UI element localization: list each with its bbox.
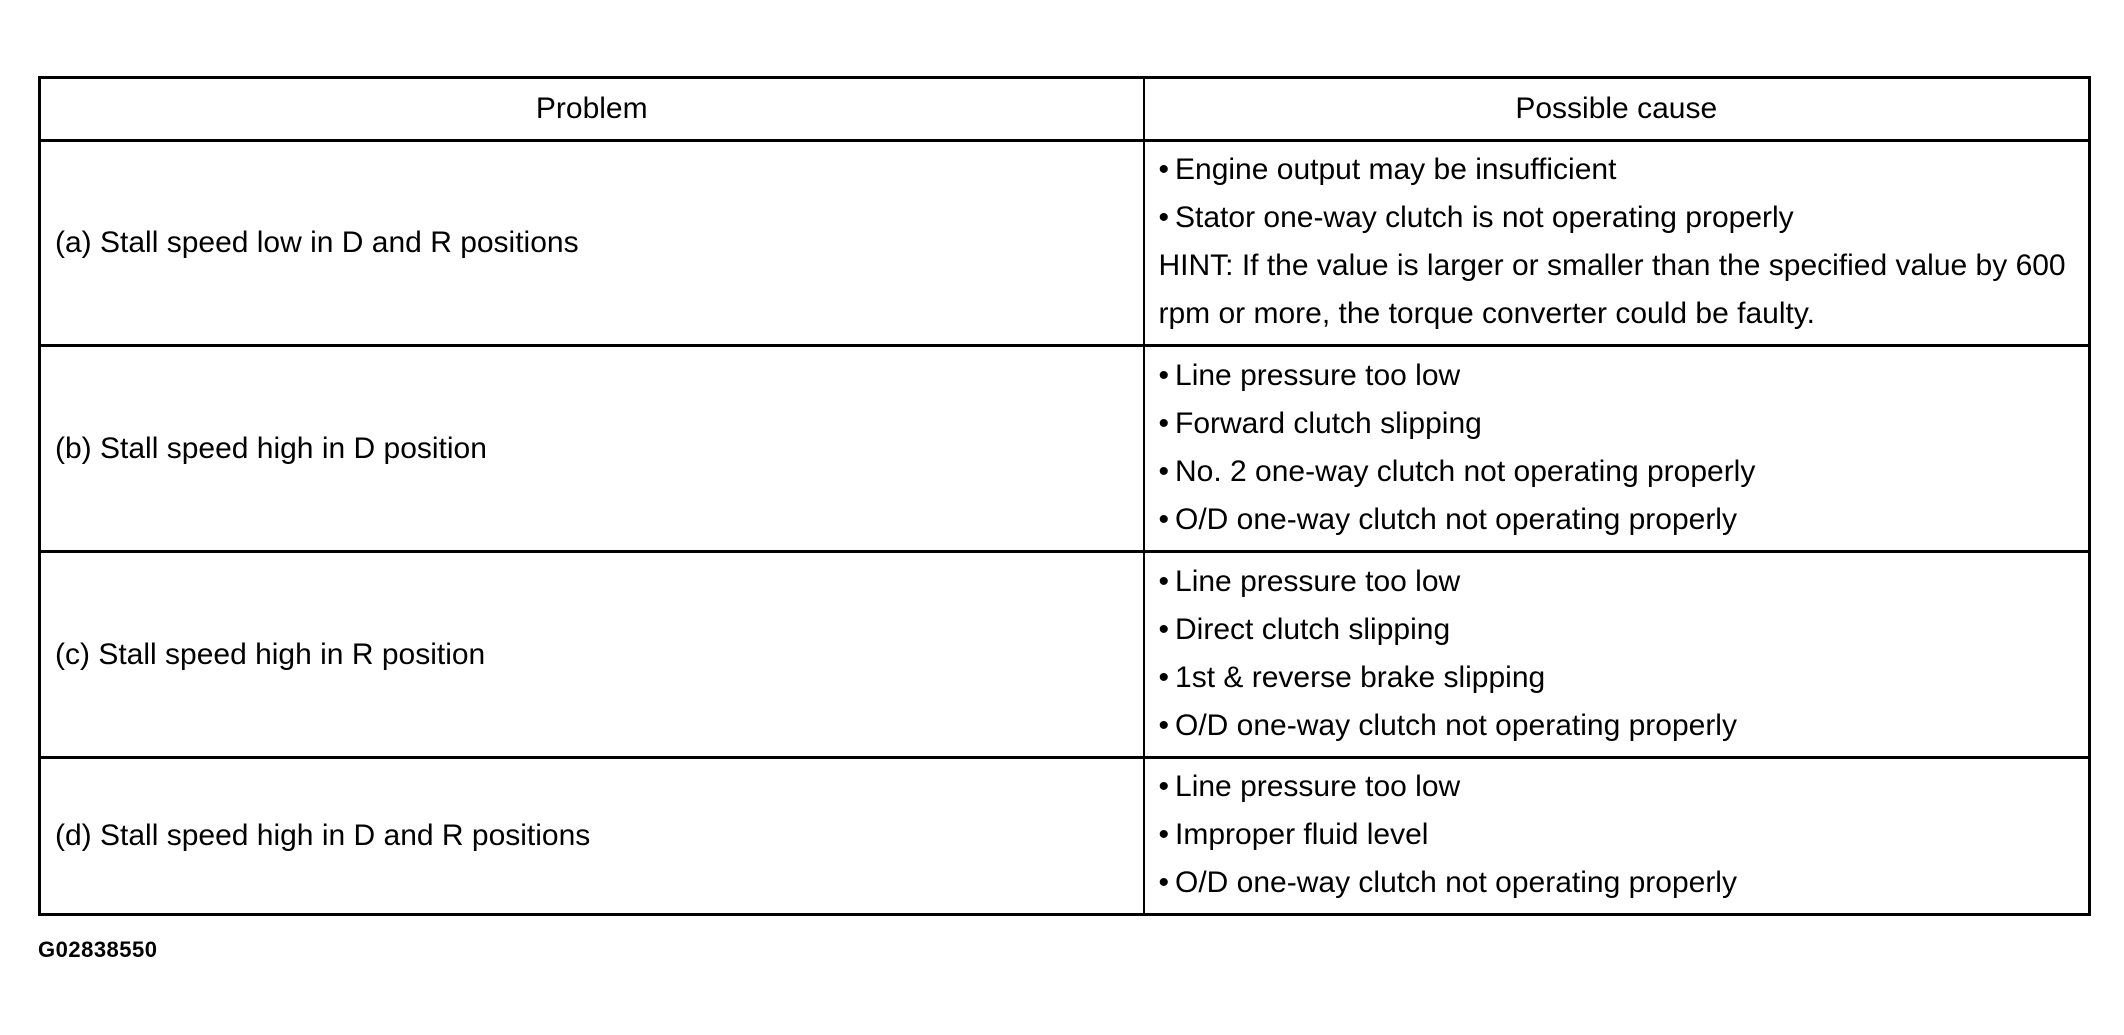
header-problem: Problem [40, 78, 1144, 141]
cause-item: • O/D one-way clutch not operating properly [1158, 866, 1737, 899]
bullet-icon: • [1158, 660, 1170, 694]
bullet-icon: • [1158, 818, 1170, 851]
cause-item: • Direct clutch slipping [1158, 612, 1451, 646]
table-row [40, 552, 2090, 758]
cause-item: • No. 2 one-way clutch not operating properly [1158, 454, 1756, 488]
table-row [40, 141, 2090, 346]
problem-cell: (a) Stall speed low in D and R positions [40, 141, 1144, 346]
cause-item: • 1st & reverse brake slipping [1158, 660, 1546, 694]
cause-item: • O/D one-way clutch not operating properly [1158, 502, 1737, 536]
cause-item: • Engine output may be insufficient [1158, 153, 1617, 186]
bullet-icon: • [1158, 201, 1170, 234]
bullet-icon: • [1158, 612, 1170, 646]
bullet-icon: • [1158, 406, 1170, 440]
bullet-icon: • [1158, 153, 1170, 186]
table-header-row [40, 78, 2090, 141]
cause-item: • O/D one-way clutch not operating properly [1158, 708, 1737, 742]
cause-cell [1144, 141, 2090, 346]
table-row [40, 758, 2090, 915]
cause-item: • Line pressure too low [1158, 770, 1461, 803]
cause-item: • Forward clutch slipping [1158, 406, 1482, 440]
stall-test-table [38, 76, 2091, 916]
bullet-icon: • [1158, 454, 1170, 488]
cause-item: • Line pressure too low [1158, 564, 1461, 598]
problem-cell: (b) Stall speed high in D position [40, 346, 1144, 552]
bullet-icon: • [1158, 770, 1170, 803]
cause-item: • Stator one-way clutch is not operating properly [1158, 201, 1794, 234]
problem-cell: (c) Stall speed high in R position [40, 552, 1144, 758]
figure-id: G02838550 [38, 937, 158, 962]
cause-cell [1144, 758, 2090, 915]
hint-text: HINT: If the value is larger or smaller than the specified value by 600 rpm or more, the torque converter could be faulty. [1158, 249, 2066, 330]
cause-cell [1144, 552, 2090, 758]
cause-item: • Line pressure too low [1158, 358, 1461, 392]
cause-item: • Improper fluid level [1158, 818, 1429, 851]
problem-cell: (d) Stall speed high in D and R positions [40, 758, 1144, 915]
bullet-icon: • [1158, 358, 1170, 392]
cause-cell [1144, 346, 2090, 552]
bullet-icon: • [1158, 708, 1170, 742]
bullet-icon: • [1158, 866, 1170, 899]
bullet-icon: • [1158, 502, 1170, 536]
table-row [40, 346, 2090, 552]
bullet-icon: • [1158, 564, 1170, 598]
header-possible-cause: Possible cause [1144, 78, 2090, 141]
